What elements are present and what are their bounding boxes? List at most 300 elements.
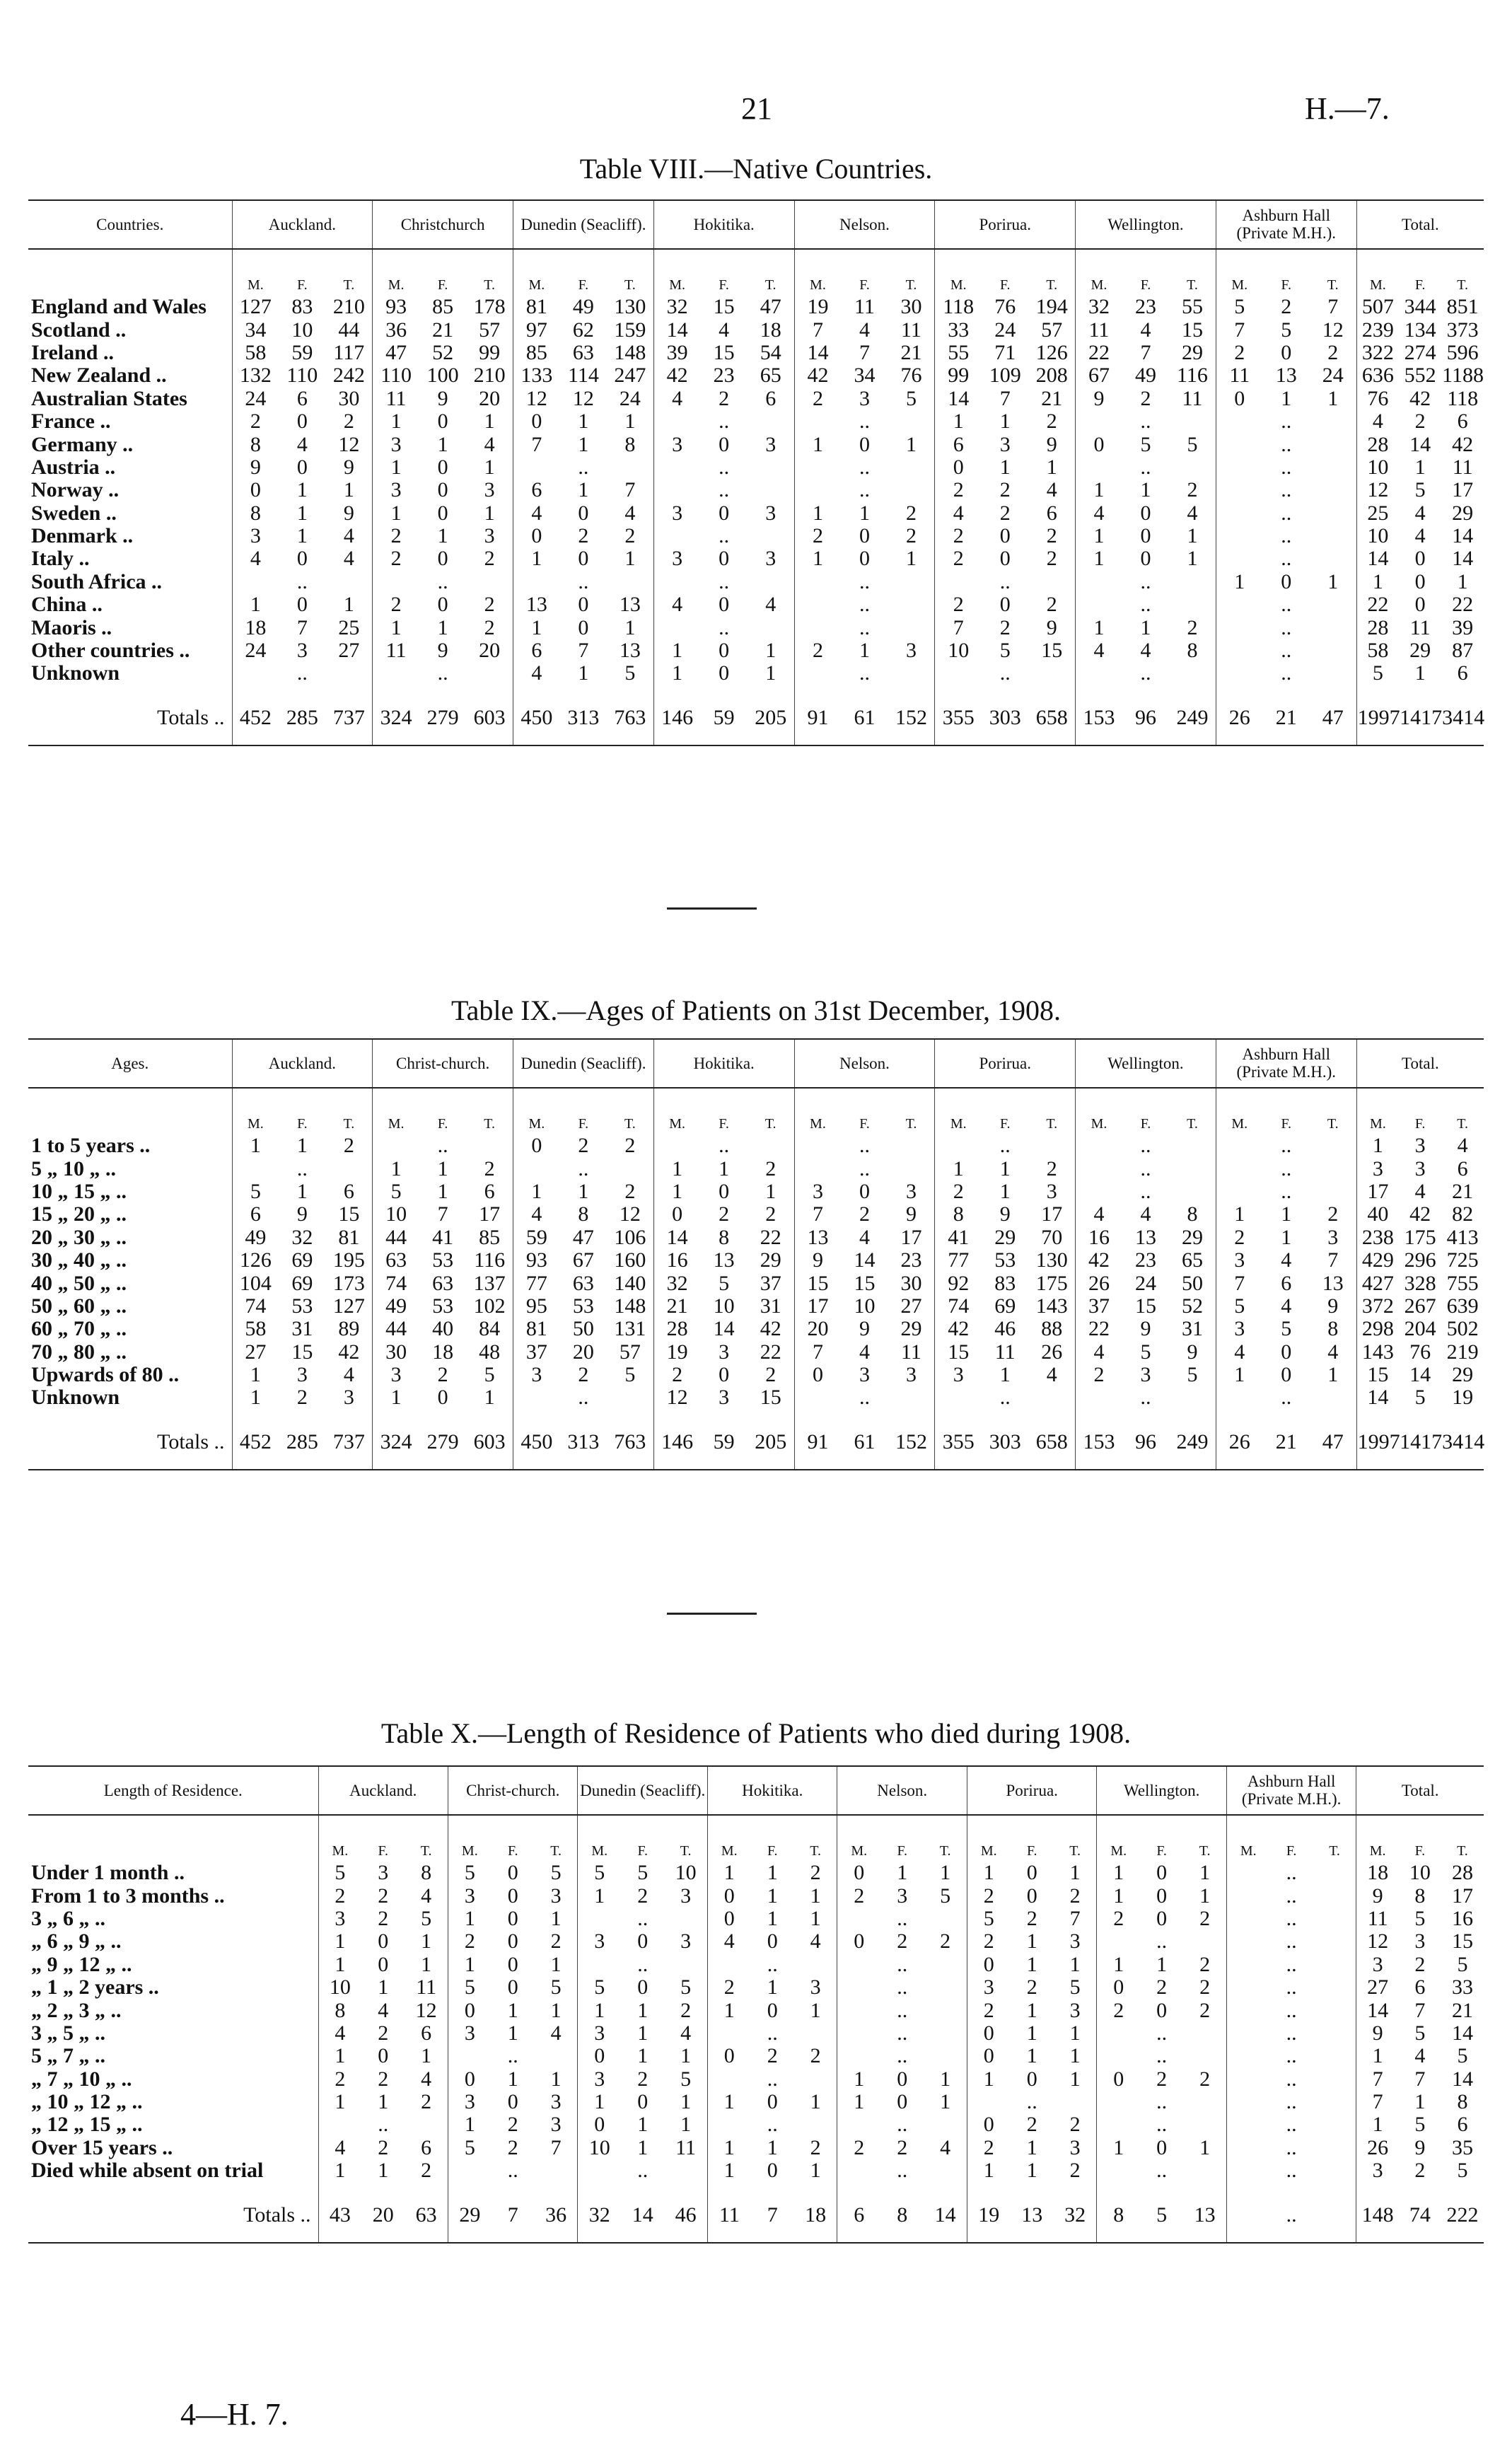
data-cell: 8 bbox=[232, 434, 279, 456]
data-cell: 4 bbox=[1140, 639, 1151, 663]
data-cell: 55 bbox=[1182, 295, 1203, 319]
data-cell: 1 bbox=[967, 2068, 1010, 2091]
data-cell: 3 bbox=[1046, 1179, 1057, 1203]
data-cell: .. bbox=[1156, 2021, 1168, 2045]
data-cell: 210 bbox=[332, 295, 365, 319]
sex-subheader: F. bbox=[1414, 277, 1426, 293]
data-cell: 3 bbox=[550, 2090, 562, 2114]
data-cell: 15 bbox=[760, 1386, 781, 1410]
table-row bbox=[28, 1226, 1484, 1249]
table-row bbox=[28, 2137, 1484, 2159]
data-cell: 1 bbox=[810, 1884, 821, 1908]
data-cell bbox=[794, 410, 841, 433]
row-label: „ 9 „ 12 „ .. bbox=[31, 1952, 132, 1976]
data-cell: 76 bbox=[1409, 1340, 1431, 1364]
data-cell: 1 bbox=[1026, 2135, 1037, 2159]
data-cell: .. bbox=[1281, 615, 1292, 639]
sex-subheader: F. bbox=[999, 277, 1011, 293]
table-row bbox=[28, 2068, 1484, 2091]
data-cell bbox=[1310, 456, 1356, 479]
sex-subheader: M. bbox=[837, 1815, 880, 1862]
data-cell: 42 bbox=[1409, 386, 1431, 410]
data-cell bbox=[1097, 2113, 1140, 2136]
data-cell: 5 bbox=[637, 1861, 649, 1885]
data-cell: 3 bbox=[296, 639, 308, 663]
data-cell: 238 bbox=[1356, 1226, 1399, 1249]
data-cell bbox=[448, 2159, 491, 2182]
data-cell: 452 bbox=[232, 1410, 279, 1470]
data-cell: 1 bbox=[1076, 525, 1122, 547]
data-cell: 11 bbox=[901, 1340, 921, 1364]
data-cell bbox=[1028, 1134, 1075, 1157]
row-label: Australian States bbox=[31, 386, 187, 410]
data-cell: .. bbox=[507, 2044, 518, 2068]
data-cell: 6 bbox=[343, 1179, 354, 1203]
data-cell: 1 bbox=[765, 661, 777, 685]
table-row bbox=[28, 2091, 1484, 2113]
data-cell: 725 bbox=[1446, 1248, 1479, 1272]
data-cell: 1 bbox=[550, 1952, 562, 1976]
data-cell: 30 bbox=[900, 1271, 922, 1295]
data-cell: .. bbox=[859, 410, 870, 434]
data-cell: 4 bbox=[859, 318, 870, 342]
data-cell: 636 bbox=[1356, 364, 1399, 387]
data-cell: 2 bbox=[1026, 2113, 1037, 2137]
data-cell: 24 bbox=[994, 318, 1016, 342]
data-cell: 3 bbox=[794, 1180, 841, 1203]
sex-subheader: F. bbox=[719, 1115, 729, 1132]
data-cell: 63 bbox=[572, 1271, 594, 1295]
data-cell: 21 bbox=[1041, 386, 1063, 410]
data-cell: 5 bbox=[680, 1975, 692, 2000]
data-cell bbox=[1313, 1908, 1356, 1930]
data-cell: 15 bbox=[713, 295, 735, 319]
data-cell: 3 bbox=[680, 1884, 692, 1908]
data-cell: 1 bbox=[1046, 455, 1057, 479]
data-cell bbox=[232, 662, 279, 685]
data-cell: .. bbox=[1140, 1179, 1151, 1203]
data-cell: 153 bbox=[1076, 685, 1122, 745]
data-cell: .. bbox=[1281, 593, 1292, 617]
data-cell: 31 bbox=[291, 1317, 313, 1341]
data-cell: 5 bbox=[1187, 432, 1198, 456]
data-cell: 21 bbox=[1263, 1410, 1310, 1470]
data-cell: 63 bbox=[572, 340, 594, 364]
data-cell bbox=[707, 2113, 750, 2136]
sex-subheader: T. bbox=[343, 277, 355, 293]
data-cell: 32 bbox=[653, 1272, 700, 1295]
data-cell: 49 bbox=[572, 295, 594, 319]
data-cell: 296 bbox=[1404, 1248, 1436, 1272]
table-row bbox=[28, 547, 1484, 570]
data-cell bbox=[794, 571, 841, 593]
data-cell: 2 bbox=[378, 1906, 389, 1930]
data-cell: .. bbox=[859, 661, 870, 685]
data-cell bbox=[1310, 639, 1356, 662]
data-cell: 0 bbox=[448, 2068, 491, 2091]
data-cell: 117 bbox=[333, 340, 365, 364]
data-cell: 0 bbox=[437, 593, 448, 617]
data-cell: .. bbox=[578, 569, 589, 593]
sex-subheader: F. bbox=[859, 1115, 870, 1132]
data-cell: 1 bbox=[1281, 1225, 1292, 1249]
data-cell: 204 bbox=[1404, 1317, 1436, 1341]
data-cell: 1 bbox=[437, 615, 448, 639]
data-cell bbox=[794, 662, 841, 685]
data-cell: 0 bbox=[967, 1954, 1010, 1976]
data-cell: 4 bbox=[513, 1203, 560, 1226]
data-cell: 0 bbox=[767, 2159, 778, 2183]
data-cell: 5 bbox=[578, 1976, 621, 1999]
data-cell: 9 bbox=[1356, 2022, 1399, 2045]
data-cell bbox=[707, 2022, 750, 2045]
row-label: 20 „ 30 „ .. bbox=[31, 1225, 127, 1249]
data-cell: 30 bbox=[338, 386, 360, 410]
data-cell: 3 bbox=[373, 434, 419, 456]
data-cell: 242 bbox=[332, 364, 365, 388]
table-row bbox=[28, 1954, 1484, 1976]
data-cell: 1 bbox=[999, 455, 1011, 479]
data-cell: 3 bbox=[999, 432, 1011, 456]
data-cell: 7 bbox=[513, 434, 560, 456]
data-cell: 1 bbox=[343, 593, 354, 617]
table-row bbox=[28, 319, 1484, 342]
data-cell: 0 bbox=[578, 2113, 621, 2136]
data-cell: 27 bbox=[1356, 1976, 1399, 1999]
data-cell: 10 bbox=[578, 2137, 621, 2159]
data-cell: 22 bbox=[760, 1340, 781, 1364]
data-cell: 3 bbox=[905, 639, 917, 663]
data-cell: 53 bbox=[291, 1294, 313, 1318]
data-cell bbox=[1028, 662, 1075, 685]
sex-subheader: M. bbox=[1216, 1088, 1262, 1135]
data-cell: 1 bbox=[1156, 1952, 1168, 1976]
data-cell: 2 bbox=[967, 1930, 1010, 1953]
data-cell: 7 bbox=[1216, 1272, 1262, 1295]
data-cell bbox=[924, 1908, 967, 1930]
row-label: From 1 to 3 months .. bbox=[31, 1884, 225, 1908]
data-cell: 74 bbox=[1399, 2183, 1441, 2243]
data-cell bbox=[924, 2113, 967, 2136]
data-cell: 8 bbox=[624, 432, 636, 456]
column-header: Total. bbox=[1356, 200, 1484, 249]
data-cell: 3 bbox=[653, 547, 700, 570]
sex-subheader-row bbox=[28, 1815, 1484, 1862]
data-cell: 27 bbox=[232, 1341, 279, 1364]
data-cell: 2 bbox=[373, 593, 419, 616]
data-cell: 29 bbox=[1452, 501, 1474, 525]
data-cell: 0 bbox=[719, 639, 730, 663]
data-cell: 15 bbox=[794, 1272, 841, 1295]
data-cell: .. bbox=[1281, 478, 1292, 502]
data-cell bbox=[1310, 525, 1356, 547]
data-cell: 5 bbox=[719, 1271, 730, 1295]
data-cell bbox=[888, 662, 935, 685]
data-cell: 247 bbox=[614, 364, 646, 388]
data-cell: 63 bbox=[405, 2183, 448, 2243]
data-cell: 639 bbox=[1446, 1294, 1479, 1318]
data-cell: 82 bbox=[1452, 1202, 1474, 1226]
data-cell bbox=[535, 2159, 578, 2182]
data-cell: 0 bbox=[1156, 1998, 1168, 2022]
data-cell: 14 bbox=[1409, 1363, 1431, 1387]
data-cell: 279 bbox=[419, 685, 466, 745]
table-row bbox=[28, 571, 1484, 593]
data-cell: 1 bbox=[653, 662, 700, 685]
data-cell: 6 bbox=[1046, 501, 1057, 525]
data-cell: 127 bbox=[232, 296, 279, 318]
data-cell: 99 bbox=[479, 340, 501, 364]
data-cell: 2 bbox=[484, 593, 495, 617]
data-cell: 5 bbox=[1414, 2021, 1426, 2045]
data-cell: 1 bbox=[637, 2044, 649, 2068]
data-cell: 3 bbox=[1069, 2135, 1081, 2159]
sex-subheader: T. bbox=[905, 277, 917, 293]
data-cell bbox=[373, 571, 419, 593]
data-cell bbox=[1226, 2137, 1269, 2159]
data-cell: 1 bbox=[637, 2021, 649, 2045]
data-cell: 1 bbox=[550, 1998, 562, 2022]
data-cell: 0 bbox=[637, 1929, 649, 1954]
data-cell: 20 bbox=[361, 2183, 405, 2243]
data-cell: 8 bbox=[935, 1203, 982, 1226]
sex-subheader: T. bbox=[1069, 1842, 1081, 1859]
data-cell: 5 bbox=[421, 1906, 432, 1930]
data-cell: 0 bbox=[999, 547, 1011, 571]
data-cell: 1997 bbox=[1356, 685, 1399, 745]
data-cell: 148 bbox=[614, 340, 646, 364]
data-cell: 0 bbox=[1216, 388, 1262, 410]
data-cell bbox=[1226, 2183, 1269, 2243]
data-cell: .. bbox=[1286, 1884, 1297, 1908]
data-cell: 0 bbox=[507, 1929, 518, 1954]
table-row bbox=[28, 1158, 1484, 1180]
data-cell: 0 bbox=[448, 2000, 491, 2022]
data-cell: 1 bbox=[1199, 1884, 1211, 1908]
data-cell: 57 bbox=[619, 1340, 641, 1364]
data-cell: 5 bbox=[1414, 478, 1426, 502]
data-cell: 9 bbox=[1076, 388, 1122, 410]
data-cell: 1 bbox=[318, 1954, 361, 1976]
data-cell: 6 bbox=[765, 386, 777, 410]
data-cell bbox=[837, 2022, 880, 2045]
data-cell: 4 bbox=[296, 432, 308, 456]
sex-subheader: M. bbox=[967, 1815, 1010, 1862]
data-cell: 3 bbox=[859, 386, 870, 410]
data-cell: 109 bbox=[989, 364, 1021, 388]
data-cell: 2 bbox=[578, 524, 589, 548]
column-header: Wellington. bbox=[1076, 200, 1216, 249]
data-cell: 2 bbox=[1216, 1226, 1262, 1249]
data-cell: 59 bbox=[701, 685, 748, 745]
data-cell: 29 bbox=[448, 2183, 491, 2243]
data-cell: 3 bbox=[1414, 1156, 1426, 1180]
data-cell: 130 bbox=[614, 295, 646, 319]
data-cell bbox=[513, 1386, 560, 1409]
data-cell: 0 bbox=[859, 524, 870, 548]
data-cell: 153 bbox=[1076, 1410, 1122, 1470]
row-label: England and Wales bbox=[31, 295, 207, 319]
data-cell bbox=[794, 593, 841, 616]
data-cell: .. bbox=[859, 455, 870, 479]
data-cell: .. bbox=[999, 1386, 1011, 1410]
column-header: Hokitika. bbox=[653, 1039, 794, 1088]
data-cell: 0 bbox=[1414, 569, 1426, 593]
data-cell: 21 bbox=[653, 1295, 700, 1318]
data-cell: 0 bbox=[507, 2090, 518, 2114]
data-cell: 175 bbox=[1404, 1225, 1436, 1249]
data-cell: 4 bbox=[1414, 524, 1426, 548]
data-cell: 11 bbox=[854, 295, 875, 319]
row-label: Denmark .. bbox=[31, 524, 134, 548]
data-cell: 11 bbox=[901, 318, 921, 342]
data-cell: 53 bbox=[572, 1294, 594, 1318]
data-cell: 1 bbox=[1026, 2159, 1037, 2183]
data-cell: 0 bbox=[578, 2045, 621, 2067]
data-cell: .. bbox=[1281, 501, 1292, 525]
data-cell: 4 bbox=[653, 593, 700, 616]
sex-subheader: M. bbox=[448, 1815, 491, 1862]
data-cell: 14 bbox=[1452, 524, 1474, 548]
data-cell: 413 bbox=[1446, 1225, 1479, 1249]
data-cell: 0 bbox=[437, 501, 448, 525]
data-cell: 2 bbox=[378, 2135, 389, 2159]
data-cell bbox=[837, 1908, 880, 1930]
table10-title: Table X.—Length of Residence of Patients who died during 1908. bbox=[380, 1717, 1132, 1749]
data-cell: 159 bbox=[614, 318, 646, 342]
sex-subheader: F. bbox=[578, 1115, 589, 1132]
data-cell: 3 bbox=[1140, 1363, 1151, 1387]
data-cell bbox=[1169, 1386, 1216, 1409]
data-cell: 13 bbox=[1011, 2183, 1054, 2243]
table-row bbox=[28, 479, 1484, 501]
data-cell: 3 bbox=[719, 1386, 730, 1410]
sex-subheader: F. bbox=[507, 1842, 518, 1859]
data-cell: 1 bbox=[794, 547, 841, 570]
table-row bbox=[28, 1180, 1484, 1203]
data-cell bbox=[1097, 2159, 1140, 2182]
data-cell bbox=[888, 1386, 935, 1409]
data-cell: 4 bbox=[1187, 501, 1198, 525]
data-cell: 1 bbox=[999, 1179, 1011, 1203]
data-cell: 195 bbox=[332, 1248, 365, 1272]
data-cell bbox=[1169, 456, 1216, 479]
data-cell: 5 bbox=[1140, 2183, 1183, 2243]
data-cell: 42 bbox=[935, 1318, 982, 1340]
table-row bbox=[28, 2159, 1484, 2182]
data-cell: 1 bbox=[767, 1861, 778, 1885]
data-cell bbox=[1076, 456, 1122, 479]
data-cell: 37 bbox=[513, 1341, 560, 1364]
data-cell: 131 bbox=[614, 1317, 646, 1341]
data-cell: 47 bbox=[1310, 685, 1356, 745]
data-cell: 100 bbox=[426, 364, 459, 388]
data-cell bbox=[888, 1134, 935, 1157]
data-cell bbox=[1216, 1134, 1262, 1157]
data-cell: 32 bbox=[291, 1225, 313, 1249]
data-cell bbox=[888, 571, 935, 593]
data-cell: 1 bbox=[373, 1386, 419, 1409]
data-cell: .. bbox=[1156, 2113, 1168, 2137]
data-cell: 58 bbox=[1356, 639, 1399, 662]
data-cell: 3 bbox=[578, 2022, 621, 2045]
data-cell: 1 bbox=[232, 1364, 279, 1386]
data-cell: 3 bbox=[550, 2113, 562, 2137]
row-label: „ 6 „ 9 „ .. bbox=[31, 1929, 122, 1954]
data-cell: 21 bbox=[900, 340, 922, 364]
data-cell: 1 bbox=[437, 524, 448, 548]
data-cell bbox=[1183, 2113, 1226, 2136]
data-cell: 50 bbox=[1182, 1271, 1203, 1295]
data-cell: 8 bbox=[1327, 1317, 1339, 1341]
data-cell: 2 bbox=[1199, 1906, 1211, 1930]
data-cell bbox=[653, 525, 700, 547]
data-cell: 2 bbox=[378, 1884, 389, 1908]
data-cell bbox=[794, 456, 841, 479]
data-cell: .. bbox=[1286, 2135, 1297, 2159]
data-cell: 10 bbox=[373, 1203, 419, 1226]
data-cell bbox=[1313, 1976, 1356, 1999]
data-cell: 0 bbox=[578, 547, 589, 571]
data-cell: 0 bbox=[1156, 1884, 1168, 1908]
data-cell: 7 bbox=[1414, 2067, 1426, 2091]
row-label: Scotland .. bbox=[31, 318, 127, 342]
data-cell bbox=[888, 456, 935, 479]
data-cell: 9 bbox=[437, 639, 448, 663]
data-cell: 132 bbox=[232, 364, 279, 387]
data-cell: 1 bbox=[578, 2000, 621, 2022]
data-cell: 76 bbox=[1356, 388, 1399, 410]
data-cell: 0 bbox=[859, 432, 870, 456]
data-cell: 21 bbox=[1263, 685, 1310, 745]
data-cell: .. bbox=[578, 1156, 589, 1180]
data-cell: 1 bbox=[859, 639, 870, 663]
data-cell bbox=[794, 617, 841, 639]
data-cell: 8 bbox=[719, 1225, 730, 1249]
data-cell: 1 bbox=[935, 410, 982, 433]
data-cell: 1 bbox=[484, 455, 495, 479]
data-cell bbox=[748, 525, 794, 547]
data-cell: 69 bbox=[994, 1294, 1016, 1318]
sex-subheader: T. bbox=[1457, 277, 1468, 293]
data-cell: 59 bbox=[513, 1226, 560, 1249]
column-header: Auckland. bbox=[232, 200, 373, 249]
data-cell: 61 bbox=[841, 1410, 888, 1470]
data-cell: 7 bbox=[935, 617, 982, 639]
data-cell: 322 bbox=[1356, 342, 1399, 364]
data-cell bbox=[748, 479, 794, 501]
data-cell: 59 bbox=[701, 1410, 748, 1470]
data-cell: 0 bbox=[707, 2045, 750, 2067]
data-cell: 44 bbox=[338, 318, 360, 342]
data-cell bbox=[1216, 502, 1262, 525]
data-cell: 42 bbox=[338, 1340, 360, 1364]
data-cell: .. bbox=[1286, 1975, 1297, 2000]
data-cell: 0 bbox=[1140, 547, 1151, 571]
data-cell: 15 bbox=[713, 340, 735, 364]
data-cell: 222 bbox=[1441, 2183, 1484, 2243]
data-cell: 32 bbox=[1054, 2183, 1097, 2243]
table-header-row bbox=[28, 1039, 1484, 1088]
data-cell: 6 bbox=[935, 434, 982, 456]
column-header: Total. bbox=[1356, 1039, 1484, 1088]
data-cell: 6 bbox=[1414, 1975, 1426, 2000]
data-cell: 15 bbox=[854, 1271, 876, 1295]
data-cell bbox=[1310, 410, 1356, 433]
table-header-row bbox=[28, 200, 1484, 249]
data-cell: 8 bbox=[1187, 1202, 1198, 1226]
data-cell: 7 bbox=[492, 2183, 535, 2243]
